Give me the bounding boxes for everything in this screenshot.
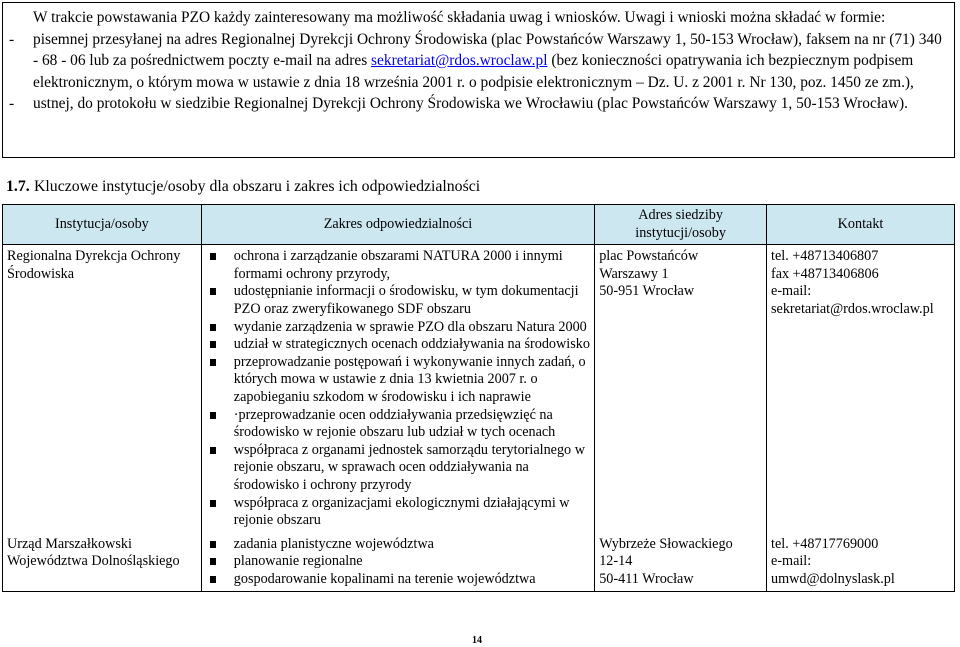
contact-cell (767, 533, 955, 592)
table-header-row (3, 205, 955, 245)
bullet-icon (210, 288, 216, 295)
bullet-icon (210, 500, 216, 507)
responsibilities-list (206, 248, 590, 530)
written-form-text-after: (bez konieczności opatrywania ich bezpiecznym podpisem elektronicznym, o którym mowa w ustawie z dnia 18 września 2001 r. o podpisie elektronicznym – Dz. U. z 2001 r. Nr 130, poz. 1450 ze zm.), (33, 52, 914, 91)
address-line: plac Powstańców (599, 248, 699, 265)
bullet-icon (210, 447, 216, 454)
list-item: współpraca z organami jednostek samorządu terytorialnego w rejonie obszaru, w sprawach ocen oddziaływania na środowisko i ochrony przyrody (206, 442, 590, 495)
address-line: Warszawy 1 (599, 265, 669, 282)
list-item: współpraca z organizacjami ekologicznymi działającymi w rejonie obszaru (206, 495, 590, 530)
bullet-icon (210, 253, 216, 260)
header-institution: Instytucja/osoby (3, 205, 202, 245)
list-item: udział w strategicznych ocenach oddziaływania na środowisko (206, 336, 590, 354)
rdos-email-link[interactable]: sekretariat@rdos.wroclaw.pl (371, 52, 548, 69)
email-label: e-mail: (771, 553, 812, 570)
responsibilities-list (206, 536, 590, 589)
intro-paragraph: W trakcie powstawania PZO każdy zainteresowany ma możliwość składania uwag i wniosków. Uwagi i wnioski można składać w formie: (33, 9, 886, 26)
list-item: udostępnianie informacji o środowisku, w tym dokumentacji PZO oraz zweryfikowanego SDF obszaru (206, 283, 590, 318)
section-heading (6, 178, 480, 196)
list-item: zadania planistyczne województwa (206, 536, 590, 554)
submission-form-written (9, 29, 948, 94)
oral-form-text: ustnej, do protokołu w siedzibie Regionalnej Dyrekcji Ochrony Środowiska we Wrocławiu (plac Powstańców Warszawy 1, 50-153 Wrocław). (33, 95, 909, 112)
institutions-table (2, 204, 955, 592)
address-cell (595, 245, 767, 533)
email-label: e-mail: (771, 283, 812, 300)
responsibilities-cell (201, 245, 594, 533)
phone-number: tel. +48717769000 (771, 535, 879, 552)
address-line: 50-411 Wrocław (599, 570, 694, 587)
email-address[interactable]: sekretariat@rdos.wroclaw.pl (771, 300, 934, 317)
section-title: Kluczowe instytucje/osoby dla obszaru i zakres ich odpowiedzialności (34, 178, 481, 195)
phone-number: tel. +48713406807 (771, 248, 879, 265)
list-item: ·przeprowadzanie ocen oddziaływania przedsięwzięć na środowisko w rejonie obszaru lub udział w tych ocenach (206, 407, 590, 442)
submission-form-oral (9, 93, 948, 115)
bullet-icon (210, 359, 216, 366)
bullet-icon (210, 576, 216, 583)
bullet-icon (210, 412, 216, 419)
bullet-icon (210, 324, 216, 331)
dash-marker: - (9, 95, 15, 112)
address-line: 12-14 (599, 553, 633, 570)
list-item: ochrona i zarządzanie obszarami NATURA 2000 i innymi formami ochrony przyrody, (206, 248, 590, 283)
page-number: 14 (472, 635, 482, 646)
institution-cell: Urząd Marszałkowski Województwa Dolnośląskiego (3, 533, 202, 592)
email-address[interactable]: umwd@dolnyslask.pl (771, 570, 895, 587)
header-contact: Kontakt (767, 205, 955, 245)
submission-info-box (2, 2, 955, 158)
header-address: Adres siedziby instytucji/osoby (595, 205, 767, 245)
list-item: gospodarowanie kopalinami na terenie województwa (206, 571, 590, 589)
written-form-text-before: pisemnej przesyłanej na adres Regionalnej Dyrekcji Ochrony Środowiska (plac Powstańców Warszawy 1, 50-153 Wrocław), faksem na nr (71) 340 - 68 - 06 lub za pośrednictwem poczty e-mail na adres (33, 30, 942, 69)
contact-cell (767, 245, 955, 533)
address-cell (595, 533, 767, 592)
list-item: planowanie regionalne (206, 553, 590, 571)
bullet-icon (210, 341, 216, 348)
table-row (3, 245, 955, 533)
responsibilities-cell (201, 533, 594, 592)
bullet-icon (210, 558, 216, 565)
header-responsibilities: Zakres odpowiedzialności (201, 205, 594, 245)
table-row (3, 533, 955, 592)
list-item: wydanie zarządzenia w sprawie PZO dla obszaru Natura 2000 (206, 319, 590, 337)
list-item: przeprowadzanie postępowań i wykonywanie innych zadań, o których mowa w ustawie z dnia 13 kwietnia 2007 r. o zapobieganiu szkodom w środowisku i ich naprawie (206, 354, 590, 407)
section-number: 1.7. (6, 178, 30, 195)
address-line: Wybrzeże Słowackiego (599, 535, 733, 552)
institution-cell: Regionalna Dyrekcja Ochrony Środowiska (3, 245, 202, 533)
address-line: 50-951 Wrocław (599, 283, 695, 300)
bullet-icon (210, 541, 216, 548)
fax-number: fax +48713406806 (771, 265, 879, 282)
dash-marker: - (9, 30, 15, 48)
